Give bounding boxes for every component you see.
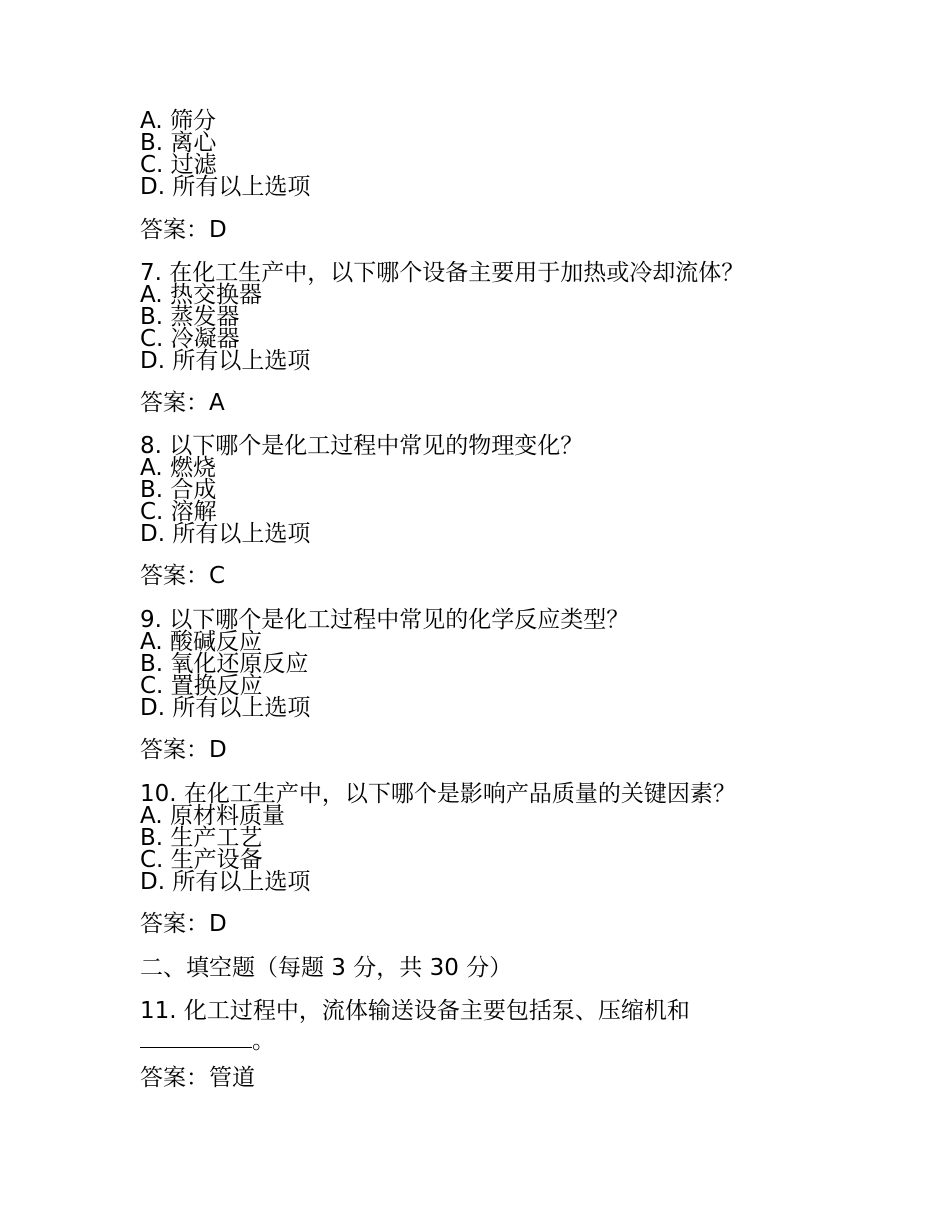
answer-9: 答案：D bbox=[140, 737, 227, 763]
option-a: A. 酸碱反应 bbox=[140, 629, 262, 655]
question-text: 7. 在化工生产中，以下哪个设备主要用于加热或冷却流体？ bbox=[140, 260, 745, 286]
option-b: B. 氧化还原反应 bbox=[140, 651, 309, 677]
question-9 bbox=[140, 609, 840, 719]
option-b: B. 离心 bbox=[140, 130, 217, 156]
question-10 bbox=[140, 783, 840, 893]
option-c: C. 冷凝器 bbox=[140, 326, 240, 352]
option-c: C. 置换反应 bbox=[140, 673, 263, 699]
section-title-fill-in: 二、填空题（每题 3 分，共 30 分） bbox=[140, 955, 513, 981]
option-a: A. 热交换器 bbox=[140, 282, 262, 308]
option-a: A. 原材料质量 bbox=[140, 803, 285, 829]
option-d: D. 所有以上选项 bbox=[140, 174, 311, 200]
option-c: C. 过滤 bbox=[140, 152, 217, 178]
answer-8: 答案：C bbox=[140, 563, 226, 589]
option-a: A. 筛分 bbox=[140, 108, 216, 134]
question-text: 9. 以下哪个是化工过程中常见的化学反应类型？ bbox=[140, 607, 630, 633]
option-c: C. 生产设备 bbox=[140, 847, 263, 873]
option-b: B. 合成 bbox=[140, 477, 217, 503]
question-7 bbox=[140, 262, 840, 372]
answer-11: 答案：管道 bbox=[140, 1065, 255, 1091]
blank-underline bbox=[140, 1027, 252, 1048]
blank-suffix: 。 bbox=[252, 1028, 275, 1054]
option-d: D. 所有以上选项 bbox=[140, 695, 311, 721]
question-8 bbox=[140, 435, 840, 545]
option-d: D. 所有以上选项 bbox=[140, 521, 311, 547]
question-text: 8. 以下哪个是化工过程中常见的物理变化？ bbox=[140, 433, 584, 459]
option-d: D. 所有以上选项 bbox=[140, 869, 311, 895]
answer-7: 答案：A bbox=[140, 390, 225, 416]
question-6-options bbox=[140, 110, 840, 198]
option-d: D. 所有以上选项 bbox=[140, 348, 311, 374]
question-text: 10. 在化工生产中，以下哪个是影响产品质量的关键因素？ bbox=[140, 781, 736, 807]
option-c: C. 溶解 bbox=[140, 499, 217, 525]
question-text: 11. 化工过程中，流体输送设备主要包括泵、压缩机和 bbox=[140, 998, 690, 1024]
option-a: A. 燃烧 bbox=[140, 455, 216, 481]
answer-6: 答案：D bbox=[140, 217, 227, 243]
document-page bbox=[140, 0, 840, 1230]
question-11 bbox=[140, 996, 840, 1056]
blank-line-row bbox=[140, 1026, 840, 1056]
answer-10: 答案：D bbox=[140, 911, 227, 937]
option-b: B. 蒸发器 bbox=[140, 304, 240, 330]
option-b: B. 生产工艺 bbox=[140, 825, 263, 851]
